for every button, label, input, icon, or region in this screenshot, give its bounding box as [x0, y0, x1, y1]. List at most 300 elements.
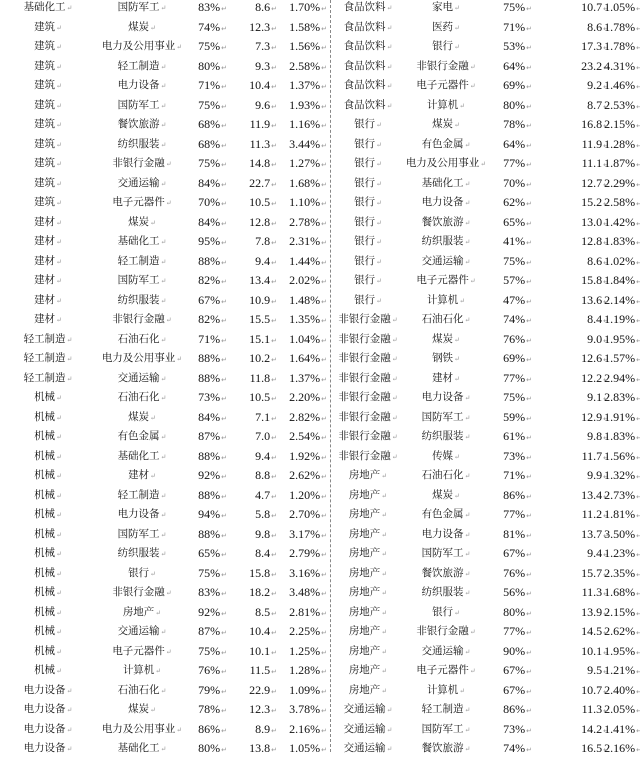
right-industry-b-cell: 银行 ↵: [432, 37, 460, 57]
table-row: [0, 213, 640, 233]
right-percent-cell: 4.31% ↵: [604, 57, 640, 77]
right-ratio-cell: 53% ↵: [503, 37, 532, 57]
left-percent-cell: 1.05% ↵: [289, 739, 327, 759]
left-percent-cell: 1.48% ↵: [289, 291, 327, 311]
right-industry-a-cell: 银行 ↵: [354, 271, 382, 291]
left-industry-a-cell: 轻工制造 ↵: [24, 349, 73, 369]
left-ratio-cell: 79% ↵: [198, 681, 227, 701]
right-ratio-cell: 41% ↵: [503, 232, 532, 252]
right-ratio-cell: 73% ↵: [503, 447, 532, 467]
left-ratio-cell: 92% ↵: [198, 466, 227, 486]
table-row: [0, 271, 640, 291]
right-industry-a-cell: 房地产 ↵: [349, 564, 387, 584]
right-ratio-cell: 70% ↵: [503, 174, 532, 194]
right-multiple-cell: 9.9 ↵: [587, 466, 609, 486]
right-industry-b-cell: 纺织服装 ↵: [422, 583, 471, 603]
left-ratio-cell: 84% ↵: [198, 213, 227, 233]
left-percent-cell: 2.25% ↵: [289, 622, 327, 642]
left-industry-a-cell: 建筑 ↵: [34, 154, 62, 174]
left-industry-b-cell: 电子元器件 ↵: [112, 642, 171, 662]
right-industry-b-cell: 电力及公用事业 ↵: [406, 154, 486, 174]
right-multiple-cell: 12.7 ↵: [581, 174, 609, 194]
right-industry-b-cell: 电力设备 ↵: [422, 388, 471, 408]
left-ratio-cell: 75% ↵: [198, 154, 227, 174]
left-ratio-cell: 75% ↵: [198, 642, 227, 662]
right-percent-cell: 2.58% ↵: [604, 193, 640, 213]
column-divider: [330, 0, 331, 752]
right-multiple-cell: 8.6 ↵: [587, 252, 609, 272]
right-ratio-cell: 64% ↵: [503, 135, 532, 155]
right-ratio-cell: 59% ↵: [503, 408, 532, 428]
right-industry-a-cell: 房地产 ↵: [349, 505, 387, 525]
right-ratio-cell: 57% ↵: [503, 271, 532, 291]
left-ratio-cell: 83% ↵: [198, 0, 227, 18]
right-ratio-cell: 65% ↵: [503, 213, 532, 233]
left-multiple-cell: 7.0 ↵: [255, 427, 277, 447]
right-percent-cell: 2.40% ↵: [604, 681, 640, 701]
right-multiple-cell: 11.3 ↵: [582, 700, 609, 720]
left-multiple-cell: 9.3 ↵: [255, 57, 277, 77]
right-industry-a-cell: 食品饮料 ↵: [344, 0, 393, 18]
right-ratio-cell: 76% ↵: [503, 330, 532, 350]
left-percent-cell: 2.20% ↵: [289, 388, 327, 408]
left-industry-a-cell: 电力设备 ↵: [24, 700, 73, 720]
right-percent-cell: 1.91% ↵: [604, 408, 640, 428]
right-industry-b-cell: 有色金属 ↵: [422, 505, 471, 525]
left-industry-b-cell: 煤炭 ↵: [128, 700, 156, 720]
left-industry-a-cell: 电力设备 ↵: [24, 720, 73, 740]
right-percent-cell: 1.56% ↵: [604, 447, 640, 467]
table-row: [0, 0, 640, 18]
left-multiple-cell: 15.1 ↵: [249, 330, 277, 350]
right-multiple-cell: 13.4 ↵: [581, 486, 609, 506]
left-percent-cell: 2.70% ↵: [289, 505, 327, 525]
right-ratio-cell: 90% ↵: [503, 642, 532, 662]
right-ratio-cell: 69% ↵: [503, 349, 532, 369]
right-industry-b-cell: 石油石化 ↵: [422, 310, 471, 330]
right-multiple-cell: 14.2 ↵: [581, 720, 609, 740]
right-multiple-cell: 14.5 ↵: [581, 622, 609, 642]
left-multiple-cell: 8.6 ↵: [255, 0, 277, 18]
left-percent-cell: 1.64% ↵: [289, 349, 327, 369]
left-ratio-cell: 65% ↵: [198, 544, 227, 564]
right-industry-b-cell: 轻工制造 ↵: [422, 700, 471, 720]
right-ratio-cell: 86% ↵: [503, 700, 532, 720]
left-ratio-cell: 82% ↵: [198, 271, 227, 291]
left-industry-b-cell: 煤炭 ↵: [128, 213, 156, 233]
left-multiple-cell: 8.4 ↵: [255, 544, 277, 564]
right-percent-cell: 1.84% ↵: [604, 271, 640, 291]
left-industry-b-cell: 交通运输 ↵: [118, 622, 167, 642]
right-ratio-cell: 86% ↵: [503, 486, 532, 506]
right-ratio-cell: 78% ↵: [503, 115, 532, 135]
right-multiple-cell: 15.7 ↵: [581, 564, 609, 584]
left-industry-b-cell: 石油石化 ↵: [118, 681, 167, 701]
right-industry-a-cell: 非银行金融 ↵: [338, 427, 397, 447]
right-percent-cell: 2.15% ↵: [604, 603, 640, 623]
left-industry-b-cell: 电力及公用事业 ↵: [102, 37, 182, 57]
left-industry-a-cell: 机械 ↵: [34, 505, 62, 525]
right-multiple-cell: 15.8 ↵: [581, 271, 609, 291]
table-row: [0, 193, 640, 213]
right-industry-b-cell: 国防军工 ↵: [422, 544, 471, 564]
left-industry-b-cell: 交通运输 ↵: [118, 369, 167, 389]
right-multiple-cell: 11.2 ↵: [582, 505, 609, 525]
left-industry-a-cell: 建材 ↵: [34, 213, 62, 233]
left-percent-cell: 3.16% ↵: [289, 564, 327, 584]
right-ratio-cell: 77% ↵: [503, 505, 532, 525]
left-industry-b-cell: 煤炭 ↵: [128, 408, 156, 428]
right-percent-cell: 2.94% ↵: [604, 369, 640, 389]
right-multiple-cell: 12.2 ↵: [581, 369, 609, 389]
right-multiple-cell: 16.5 ↵: [581, 739, 609, 759]
right-multiple-cell: 8.4 ↵: [587, 310, 609, 330]
right-industry-b-cell: 计算机 ↵: [427, 681, 465, 701]
table-row: [0, 408, 640, 428]
left-percent-cell: 2.82% ↵: [289, 408, 327, 428]
right-industry-a-cell: 银行 ↵: [354, 193, 382, 213]
left-percent-cell: 2.54% ↵: [289, 427, 327, 447]
right-ratio-cell: 67% ↵: [503, 544, 532, 564]
right-industry-a-cell: 房地产 ↵: [349, 622, 387, 642]
left-multiple-cell: 15.5 ↵: [249, 310, 277, 330]
left-multiple-cell: 10.2 ↵: [249, 349, 277, 369]
right-percent-cell: 2.35% ↵: [604, 564, 640, 584]
right-percent-cell: 1.68% ↵: [604, 583, 640, 603]
left-percent-cell: 3.17% ↵: [289, 525, 327, 545]
left-industry-b-cell: 非银行金融 ↵: [112, 154, 171, 174]
right-industry-b-cell: 煤炭 ↵: [432, 115, 460, 135]
right-multiple-cell: 9.4 ↵: [587, 544, 609, 564]
right-industry-a-cell: 银行 ↵: [354, 135, 382, 155]
right-industry-b-cell: 钢铁 ↵: [432, 349, 460, 369]
left-percent-cell: 1.35% ↵: [289, 310, 327, 330]
table-row: [0, 174, 640, 194]
right-percent-cell: 2.83% ↵: [604, 388, 640, 408]
left-percent-cell: 2.16% ↵: [289, 720, 327, 740]
right-percent-cell: 2.29% ↵: [604, 174, 640, 194]
left-industry-a-cell: 建筑 ↵: [34, 193, 62, 213]
left-industry-a-cell: 建筑 ↵: [34, 115, 62, 135]
right-ratio-cell: 76% ↵: [503, 564, 532, 584]
left-industry-b-cell: 银行 ↵: [128, 564, 156, 584]
right-percent-cell: 1.57% ↵: [604, 349, 640, 369]
left-ratio-cell: 67% ↵: [198, 291, 227, 311]
table-row: [0, 700, 640, 720]
table-row: [0, 330, 640, 350]
right-ratio-cell: 75% ↵: [503, 0, 532, 18]
left-percent-cell: 1.09% ↵: [289, 681, 327, 701]
left-multiple-cell: 11.9 ↵: [250, 115, 277, 135]
left-ratio-cell: 68% ↵: [198, 115, 227, 135]
right-percent-cell: 1.21% ↵: [604, 661, 640, 681]
left-ratio-cell: 95% ↵: [198, 232, 227, 252]
right-industry-b-cell: 计算机 ↵: [427, 291, 465, 311]
right-multiple-cell: 13.0 ↵: [581, 213, 609, 233]
right-industry-b-cell: 基础化工 ↵: [422, 174, 471, 194]
right-ratio-cell: 74% ↵: [503, 310, 532, 330]
right-ratio-cell: 81% ↵: [503, 525, 532, 545]
right-industry-a-cell: 房地产 ↵: [349, 583, 387, 603]
table-row: [0, 466, 640, 486]
right-industry-a-cell: 银行 ↵: [354, 154, 382, 174]
left-ratio-cell: 87% ↵: [198, 622, 227, 642]
left-percent-cell: 1.28% ↵: [289, 661, 327, 681]
left-multiple-cell: 9.4 ↵: [255, 447, 277, 467]
table-row: [0, 18, 640, 38]
left-ratio-cell: 71% ↵: [198, 76, 227, 96]
right-industry-b-cell: 石油石化 ↵: [422, 466, 471, 486]
right-multiple-cell: 11.7 ↵: [582, 447, 609, 467]
left-ratio-cell: 74% ↵: [198, 18, 227, 38]
left-industry-b-cell: 非银行金融 ↵: [112, 310, 171, 330]
right-industry-a-cell: 房地产 ↵: [349, 661, 387, 681]
left-industry-b-cell: 轻工制造 ↵: [118, 486, 167, 506]
left-percent-cell: 1.20% ↵: [289, 486, 327, 506]
left-industry-a-cell: 机械 ↵: [34, 525, 62, 545]
right-industry-b-cell: 煤炭 ↵: [432, 486, 460, 506]
left-multiple-cell: 13.4 ↵: [249, 271, 277, 291]
left-industry-a-cell: 机械 ↵: [34, 603, 62, 623]
right-multiple-cell: 9.2 ↵: [587, 76, 609, 96]
right-industry-b-cell: 纺织服装 ↵: [422, 232, 471, 252]
left-ratio-cell: 84% ↵: [198, 408, 227, 428]
right-multiple-cell: 12.9 ↵: [581, 408, 609, 428]
right-ratio-cell: 73% ↵: [503, 720, 532, 740]
right-industry-b-cell: 家电 ↵: [432, 0, 460, 18]
right-industry-a-cell: 非银行金融 ↵: [338, 388, 397, 408]
right-industry-a-cell: 非银行金融 ↵: [338, 369, 397, 389]
right-ratio-cell: 71% ↵: [503, 18, 532, 38]
left-industry-a-cell: 机械 ↵: [34, 408, 62, 428]
left-ratio-cell: 75% ↵: [198, 96, 227, 116]
left-ratio-cell: 88% ↵: [198, 252, 227, 272]
left-industry-b-cell: 国防军工 ↵: [118, 96, 167, 116]
left-industry-a-cell: 建筑 ↵: [34, 57, 62, 77]
right-percent-cell: 2.16% ↵: [604, 739, 640, 759]
left-percent-cell: 1.16% ↵: [289, 115, 327, 135]
right-multiple-cell: 8.7 ↵: [587, 96, 609, 116]
right-multiple-cell: 11.9 ↵: [582, 135, 609, 155]
left-ratio-cell: 88% ↵: [198, 525, 227, 545]
left-industry-b-cell: 餐饮旅游 ↵: [118, 115, 167, 135]
right-percent-cell: 1.02% ↵: [604, 252, 640, 272]
right-industry-a-cell: 房地产 ↵: [349, 544, 387, 564]
left-ratio-cell: 75% ↵: [198, 564, 227, 584]
right-industry-a-cell: 银行 ↵: [354, 252, 382, 272]
table-row: [0, 544, 640, 564]
left-multiple-cell: 5.8 ↵: [255, 505, 277, 525]
left-percent-cell: 3.78% ↵: [289, 700, 327, 720]
left-ratio-cell: 80% ↵: [198, 739, 227, 759]
left-multiple-cell: 9.6 ↵: [255, 96, 277, 116]
left-multiple-cell: 7.8 ↵: [255, 232, 277, 252]
left-percent-cell: 1.27% ↵: [289, 154, 327, 174]
left-multiple-cell: 22.9 ↵: [249, 681, 277, 701]
left-percent-cell: 2.81% ↵: [289, 603, 327, 623]
left-industry-a-cell: 建材 ↵: [34, 291, 62, 311]
table-row: [0, 642, 640, 662]
left-ratio-cell: 76% ↵: [198, 661, 227, 681]
left-multiple-cell: 13.8 ↵: [249, 739, 277, 759]
left-industry-b-cell: 石油石化 ↵: [118, 330, 167, 350]
left-ratio-cell: 70% ↵: [198, 193, 227, 213]
table-row: [0, 310, 640, 330]
right-industry-b-cell: 医药 ↵: [432, 18, 460, 38]
left-industry-b-cell: 电力及公用事业 ↵: [102, 349, 182, 369]
left-percent-cell: 2.78% ↵: [289, 213, 327, 233]
left-multiple-cell: 4.7 ↵: [255, 486, 277, 506]
left-industry-a-cell: 基础化工 ↵: [24, 0, 73, 18]
left-multiple-cell: 9.8 ↵: [255, 525, 277, 545]
left-industry-a-cell: 机械 ↵: [34, 642, 62, 662]
right-industry-b-cell: 非银行金融 ↵: [416, 57, 475, 77]
right-industry-a-cell: 食品饮料 ↵: [344, 96, 393, 116]
left-industry-a-cell: 建材 ↵: [34, 310, 62, 330]
right-percent-cell: 1.81% ↵: [604, 505, 640, 525]
left-ratio-cell: 94% ↵: [198, 505, 227, 525]
right-industry-a-cell: 食品饮料 ↵: [344, 57, 393, 77]
right-multiple-cell: 17.3 ↵: [581, 37, 609, 57]
left-ratio-cell: 83% ↵: [198, 583, 227, 603]
left-industry-b-cell: 电力设备 ↵: [118, 505, 167, 525]
left-industry-a-cell: 建筑 ↵: [34, 135, 62, 155]
right-multiple-cell: 9.0 ↵: [587, 330, 609, 350]
right-ratio-cell: 77% ↵: [503, 622, 532, 642]
left-multiple-cell: 11.5 ↵: [250, 661, 277, 681]
right-percent-cell: 2.05% ↵: [604, 700, 640, 720]
right-industry-b-cell: 交通运输 ↵: [422, 642, 471, 662]
table-row: [0, 603, 640, 623]
right-percent-cell: 2.15% ↵: [604, 115, 640, 135]
left-industry-a-cell: 机械 ↵: [34, 583, 62, 603]
table-row: [0, 525, 640, 545]
right-multiple-cell: 8.6 ↵: [587, 18, 609, 38]
right-multiple-cell: 12.8 ↵: [581, 232, 609, 252]
table-row: [0, 583, 640, 603]
left-multiple-cell: 8.9 ↵: [255, 720, 277, 740]
left-industry-b-cell: 纺织服装 ↵: [118, 135, 167, 155]
left-industry-b-cell: 煤炭 ↵: [128, 18, 156, 38]
right-industry-a-cell: 银行 ↵: [354, 115, 382, 135]
left-percent-cell: 1.04% ↵: [289, 330, 327, 350]
right-industry-b-cell: 银行 ↵: [432, 603, 460, 623]
left-industry-b-cell: 电力设备 ↵: [118, 76, 167, 96]
right-industry-a-cell: 非银行金融 ↵: [338, 447, 397, 467]
right-ratio-cell: 47% ↵: [503, 291, 532, 311]
left-industry-a-cell: 建材 ↵: [34, 271, 62, 291]
right-percent-cell: 1.78% ↵: [604, 18, 640, 38]
table-row: [0, 291, 640, 311]
left-percent-cell: 2.58% ↵: [289, 57, 327, 77]
right-industry-a-cell: 房地产 ↵: [349, 642, 387, 662]
left-industry-a-cell: 轻工制造 ↵: [24, 330, 73, 350]
left-industry-b-cell: 纺织服装 ↵: [118, 291, 167, 311]
left-ratio-cell: 75% ↵: [198, 37, 227, 57]
left-percent-cell: 1.44% ↵: [289, 252, 327, 272]
right-industry-b-cell: 电子元器件 ↵: [416, 271, 475, 291]
right-industry-b-cell: 国防军工 ↵: [422, 408, 471, 428]
table-row: [0, 154, 640, 174]
left-industry-a-cell: 机械 ↵: [34, 427, 62, 447]
left-ratio-cell: 88% ↵: [198, 447, 227, 467]
right-multiple-cell: 16.8 ↵: [581, 115, 609, 135]
table-row: [0, 720, 640, 740]
left-multiple-cell: 10.1 ↵: [249, 642, 277, 662]
right-percent-cell: 1.32% ↵: [604, 466, 640, 486]
right-industry-a-cell: 房地产 ↵: [349, 466, 387, 486]
right-industry-b-cell: 电子元器件 ↵: [416, 661, 475, 681]
left-industry-a-cell: 机械 ↵: [34, 661, 62, 681]
right-percent-cell: 1.83% ↵: [604, 232, 640, 252]
right-industry-a-cell: 银行 ↵: [354, 174, 382, 194]
left-multiple-cell: 8.5 ↵: [255, 603, 277, 623]
right-industry-b-cell: 餐饮旅游 ↵: [422, 213, 471, 233]
left-ratio-cell: 84% ↵: [198, 174, 227, 194]
left-multiple-cell: 12.3 ↵: [249, 18, 277, 38]
left-industry-a-cell: 电力设备 ↵: [24, 739, 73, 759]
left-multiple-cell: 15.8 ↵: [249, 564, 277, 584]
right-industry-b-cell: 传媒 ↵: [432, 447, 460, 467]
right-industry-a-cell: 非银行金融 ↵: [338, 310, 397, 330]
right-percent-cell: 2.62% ↵: [604, 622, 640, 642]
right-industry-a-cell: 非银行金融 ↵: [338, 349, 397, 369]
left-industry-b-cell: 电子元器件 ↵: [112, 193, 171, 213]
right-industry-a-cell: 交通运输 ↵: [344, 720, 393, 740]
right-industry-a-cell: 非银行金融 ↵: [338, 408, 397, 428]
table-row: [0, 739, 640, 759]
right-industry-b-cell: 餐饮旅游 ↵: [422, 739, 471, 759]
right-ratio-cell: 69% ↵: [503, 76, 532, 96]
right-industry-a-cell: 银行 ↵: [354, 291, 382, 311]
left-percent-cell: 1.37% ↵: [289, 369, 327, 389]
left-industry-a-cell: 建筑 ↵: [34, 96, 62, 116]
table-row: [0, 57, 640, 77]
right-percent-cell: 1.95% ↵: [604, 330, 640, 350]
left-multiple-cell: 10.5 ↵: [249, 388, 277, 408]
left-ratio-cell: 80% ↵: [198, 57, 227, 77]
left-multiple-cell: 10.5 ↵: [249, 193, 277, 213]
right-ratio-cell: 67% ↵: [503, 661, 532, 681]
left-industry-b-cell: 房地产 ↵: [123, 603, 161, 623]
left-industry-b-cell: 基础化工 ↵: [118, 447, 167, 467]
right-industry-a-cell: 非银行金融 ↵: [338, 330, 397, 350]
right-multiple-cell: 11.3 ↵: [582, 583, 609, 603]
table-row: [0, 369, 640, 389]
right-percent-cell: 1.41% ↵: [604, 720, 640, 740]
left-multiple-cell: 10.4 ↵: [249, 76, 277, 96]
left-ratio-cell: 68% ↵: [198, 135, 227, 155]
left-industry-b-cell: 基础化工 ↵: [118, 232, 167, 252]
left-multiple-cell: 22.7 ↵: [249, 174, 277, 194]
left-percent-cell: 1.68% ↵: [289, 174, 327, 194]
left-ratio-cell: 82% ↵: [198, 310, 227, 330]
left-industry-b-cell: 石油石化 ↵: [118, 388, 167, 408]
left-percent-cell: 1.10% ↵: [289, 193, 327, 213]
right-ratio-cell: 80% ↵: [503, 96, 532, 116]
right-industry-a-cell: 食品饮料 ↵: [344, 76, 393, 96]
left-ratio-cell: 78% ↵: [198, 700, 227, 720]
table-row: [0, 505, 640, 525]
left-industry-b-cell: 国防军工 ↵: [118, 0, 167, 18]
left-multiple-cell: 11.3 ↵: [250, 135, 277, 155]
right-percent-cell: 1.19% ↵: [604, 310, 640, 330]
left-industry-b-cell: 国防军工 ↵: [118, 271, 167, 291]
right-ratio-cell: 74% ↵: [503, 739, 532, 759]
right-ratio-cell: 64% ↵: [503, 57, 532, 77]
right-percent-cell: 1.28% ↵: [604, 135, 640, 155]
table-row: [0, 349, 640, 369]
